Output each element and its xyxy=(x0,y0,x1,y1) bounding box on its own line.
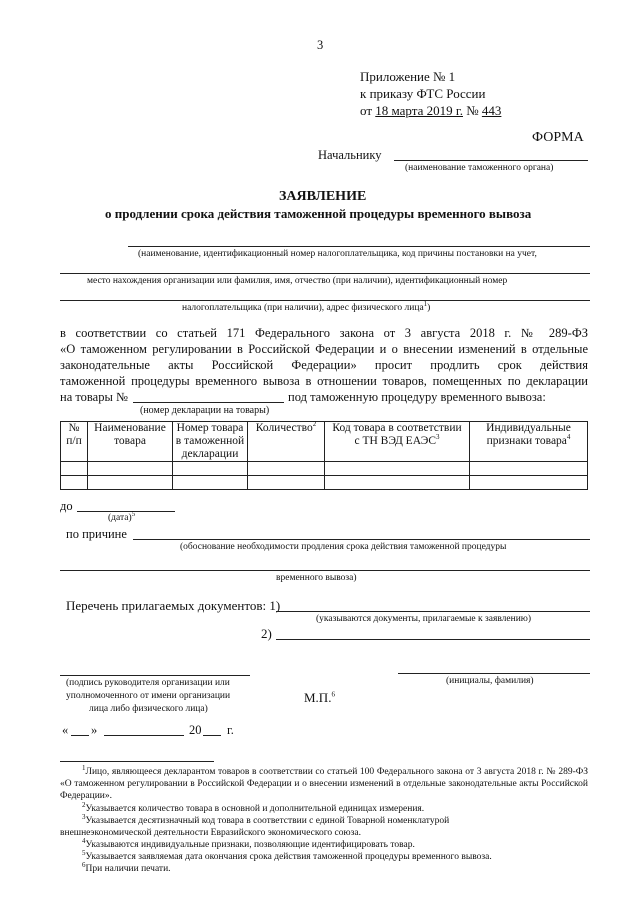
document-title: ЗАЯВЛЕНИЕ xyxy=(279,189,367,204)
page-number: 3 xyxy=(317,38,324,52)
form-label: ФОРМА xyxy=(532,130,584,145)
header-item-number: Номер товара в таможенной декларации xyxy=(173,422,248,462)
table-row xyxy=(61,462,588,476)
applicant-line-2[interactable] xyxy=(60,273,590,274)
goods-table xyxy=(60,421,588,490)
signature-hint-1: (подпись руководителя организации или xyxy=(66,678,230,688)
footnote-3b: внешнеэкономической деятельности Евразийского экономического союза. xyxy=(60,828,361,838)
table-header-row xyxy=(61,422,588,462)
header-features: Индивидуальные признаки товара$^4$ xyxy=(470,422,588,462)
footnote-6: $^6$При наличии печати. xyxy=(82,860,171,874)
applicant-hint-2: место нахождения организации или фамилия, имя, отчество (при наличии), идентификационный номер xyxy=(87,276,508,286)
footnote-2: $^2$Указывается количество товара в основной и дополнительной единицах измерения. xyxy=(82,800,425,814)
body-line-1: в соответствии со статьей 171 Федерального закона от 3 августа 2018 г. № 289-ФЗ xyxy=(60,326,588,340)
day-line[interactable] xyxy=(71,735,89,736)
footnote-1: $^1$Лицо, являющееся декларантом товаров в соответствии со статьей 100 Федерального закона от 3 августа 2018 г. № 289-ФЗ «О таможенном регулировании в Российской Федерации и о внесении изменений в отдельные законодательные акты Российской Федерации». xyxy=(60,763,588,801)
applicant-line-1[interactable] xyxy=(128,246,590,247)
body-line-5b: под таможенную процедуру временного вывоза: xyxy=(288,390,546,404)
appendix-line2: к приказу ФТС России xyxy=(360,86,486,101)
body-line-5a: на товары № xyxy=(60,390,128,404)
docs-line-2[interactable] xyxy=(276,639,590,640)
header-num: № п/п xyxy=(61,422,88,462)
addressee-hint: (наименование таможенного органа) xyxy=(405,163,554,173)
date-close-quote: » xyxy=(91,723,98,737)
initials-hint: (инициалы, фамилия) xyxy=(446,676,534,686)
table-row xyxy=(61,476,588,490)
header-name: Наименование товара xyxy=(88,422,173,462)
document-subtitle: о продлении срока действия таможенной процедуры временного вывоза xyxy=(105,206,532,221)
footnote-4: $^4$Указываются индивидуальные признаки, позволяющие идентифицировать товар. xyxy=(82,836,415,850)
docs-hint: (указываются документы, прилагаемые к заявлению) xyxy=(316,614,532,624)
header-hs-code: Код товара в соответствии с ТН ВЭД ЕАЭС$^3$ xyxy=(325,422,470,462)
declaration-number-line[interactable] xyxy=(133,402,284,403)
applicant-line-3[interactable] xyxy=(60,300,590,301)
appendix-line1: Приложение № 1 xyxy=(360,69,456,84)
until-date-line[interactable] xyxy=(77,511,175,512)
year-suffix: г. xyxy=(227,723,234,737)
reason-hint-2: временного вывоза) xyxy=(276,573,357,583)
declaration-hint: (номер декларации на товары) xyxy=(140,405,270,416)
footnote-separator xyxy=(60,761,214,762)
body-line-3: законодательные акты Российской Федерации» просит продлить срок действия xyxy=(60,358,588,372)
signature-hint-3: лица либо физического лица) xyxy=(89,704,208,714)
reason-line-2[interactable] xyxy=(60,570,590,571)
until-label: до xyxy=(60,499,73,513)
reason-hint-1: (обоснование необходимости продления срока действия таможенной процедуры xyxy=(180,542,507,552)
initials-line[interactable] xyxy=(398,673,590,674)
addressee-line[interactable] xyxy=(394,160,588,161)
docs-label: Перечень прилагаемых документов: 1) xyxy=(66,598,281,613)
reason-label: по причине xyxy=(66,527,127,541)
body-line-2: «О таможенном регулировании в Российской Федерации и о внесении изменений в отдельные xyxy=(60,342,588,356)
body-line-4: таможенной процедуры временного вывоза в отношении товаров, помещенных по декларации xyxy=(60,374,588,388)
applicant-hint-1: (наименование, идентификационный номер налогоплательщика, код причины постановки на учет, xyxy=(138,249,537,259)
month-line[interactable] xyxy=(104,735,184,736)
year-prefix: 20 xyxy=(189,723,202,737)
reason-line-1[interactable] xyxy=(133,539,590,540)
appendix-line3: от 18 марта 2019 г. № 443 xyxy=(360,103,502,118)
signature-line[interactable] xyxy=(60,675,250,676)
date-open-quote: « xyxy=(62,723,69,737)
appendix-number: 443 xyxy=(481,103,502,118)
docs-item-2-num: 2) xyxy=(261,626,272,641)
appendix-date: 18 марта 2019 г. xyxy=(375,103,463,118)
footnote-3a: $^3$Указывается десятизначный код товара в соответствии с единой Товарной номенклатурой xyxy=(82,812,450,826)
year-line[interactable] xyxy=(203,735,221,736)
header-quantity: Количество$^2$ xyxy=(248,422,325,462)
applicant-hint-3: налогоплательщика (при наличии), адрес физического лица$^1$) xyxy=(182,299,431,313)
stamp-placeholder: М.П.$^6$ xyxy=(304,690,335,705)
footnote-5: $^5$Указывается заявляемая дата окончания срока действия таможенной процедуры временного вывоза. xyxy=(82,848,492,862)
docs-line-1[interactable] xyxy=(276,611,590,612)
signature-hint-2: уполномоченного от имени организации xyxy=(66,691,231,701)
addressee-label: Начальнику xyxy=(318,148,382,162)
until-hint: (дата)$^5$ xyxy=(108,509,136,523)
